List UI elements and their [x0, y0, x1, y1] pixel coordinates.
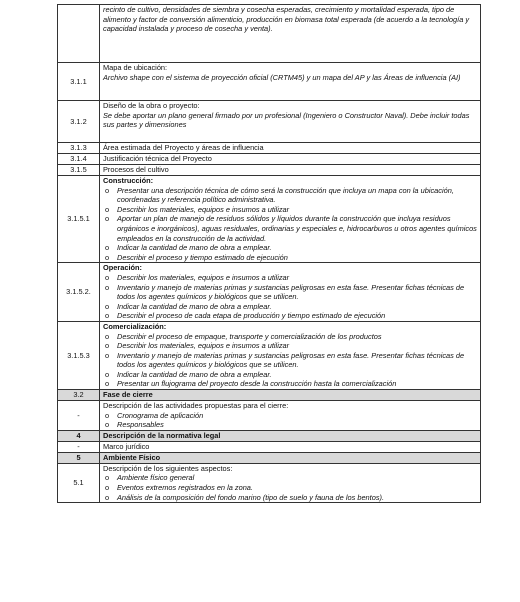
list-item: o Responsables — [105, 420, 164, 430]
row-number: 3.1.3 — [58, 143, 100, 154]
row-text: Se debe aportar un plano general firmado por un profesional (Ingeniero o Constructor Naval). Debe incluir todas sus partes y dimensiones — [103, 110, 470, 130]
section-title: Descripción de la normativa legal — [100, 430, 481, 441]
row-text: Descripción de las actividades propuestas para el cierre: — [103, 401, 289, 411]
row-number: 4 — [58, 430, 100, 441]
list-item: o Cronograma de aplicación — [105, 410, 204, 420]
bullet-list — [103, 411, 477, 430]
list-item: o Describir el proceso y tiempo estimado de ejecución — [105, 252, 288, 262]
table-row — [58, 463, 481, 502]
row-text: Área estimada del Proyecto y áreas de influencia — [100, 143, 481, 154]
table-row — [58, 63, 481, 101]
row-number: 3.1.4 — [58, 154, 100, 165]
row-number: 3.1.5 — [58, 165, 100, 176]
table-row — [58, 154, 481, 165]
row-number: 5.1 — [58, 463, 100, 502]
list-item: o Presentar una descripción técnica de cómo será la construcción que incluya un mapa con la ubicación, coordenadas y referencia político administrativa. — [105, 185, 454, 205]
row-number: 3.1.5.1 — [58, 176, 100, 263]
list-item: o Inventario y manejo de materias primas y sustancias peligrosas en esta fase. Presentar fichas técnicas de todos los agentes químicos y biológicos que se utilicen. — [105, 282, 465, 302]
row-text: Archivo shape con el sistema de proyección oficial (CRTM45) y un mapa del AP y las Áreas de influencia (AI) — [103, 72, 461, 82]
table-row — [58, 321, 481, 389]
table-row — [58, 176, 481, 263]
row-number: - — [58, 441, 100, 452]
table-row-section — [58, 430, 481, 441]
table-row — [58, 401, 481, 431]
row-title: Construcción: — [103, 176, 154, 185]
row-content — [100, 401, 481, 431]
row-number: - — [58, 401, 100, 431]
row-content — [100, 5, 481, 63]
row-title: Operación: — [103, 263, 143, 273]
row-text: Marco jurídico — [100, 441, 481, 452]
row-number: 5 — [58, 452, 100, 463]
bullet-list — [103, 473, 477, 502]
row-number: 3.1.5.3 — [58, 321, 100, 389]
table-row-section — [58, 452, 481, 463]
table-row — [58, 5, 481, 63]
row-text: Procesos del cultivo — [100, 165, 481, 176]
section-title: Fase de cierre — [100, 390, 481, 401]
list-item: o Describir el proceso de empaque, transporte y comercialización de los productos — [105, 331, 382, 341]
requirements-table — [57, 4, 481, 503]
row-number: 3.2 — [58, 390, 100, 401]
list-item: o Describir los materiales, equipos e insumos a utilizar — [105, 341, 290, 351]
row-content — [100, 63, 481, 101]
row-title: Mapa de ubicación: — [103, 63, 168, 72]
table-row — [58, 441, 481, 452]
list-item: o Describir el proceso de cada etapa de producción y tiempo estimado de ejecución — [105, 311, 386, 321]
list-item: o Análisis de la composición del fondo marino (tipo de suelo y fauna de los bentos). — [105, 492, 385, 502]
list-item: o Inventario y manejo de materias primas y sustancias peligrosas en esta fase. Presentar fichas técnicas de todos los agentes químicos y biológicos que se utilicen. — [105, 350, 465, 370]
list-item: o Describir los materiales, equipos e insumos a utilizar — [105, 204, 290, 214]
section-title: Ambiente Físico — [100, 452, 481, 463]
list-item: o Aportar un plan de manejo de residuos sólidos y líquidos durante la construcción que incluya residuos orgánicos e inorgánicos), aguas residuales, ordinarias y especiales e, hidrocarburos u otros agentes químicos empleados en la construcción de la actividad. — [105, 214, 477, 243]
row-title: Comercialización: — [103, 321, 167, 331]
row-content — [100, 263, 481, 322]
list-item: o Indicar la cantidad de mano de obra a emplear. — [105, 243, 272, 253]
table-row — [58, 101, 481, 143]
list-item: o Indicar la cantidad de mano de obra a emplear. — [105, 301, 272, 311]
table-row-section — [58, 390, 481, 401]
bullet-list — [103, 186, 477, 263]
row-content — [100, 101, 481, 143]
list-item: o Describir los materiales, equipos e insumos a utilizar — [105, 272, 290, 282]
list-item: o Indicar la cantidad de mano de obra a emplear. — [105, 369, 272, 379]
row-content — [100, 176, 481, 263]
row-text: Descripción de los siguientes aspectos: — [103, 463, 233, 473]
table-row — [58, 165, 481, 176]
list-item: o Eventos extremos registrados en la zona. — [105, 483, 253, 493]
bullet-list — [103, 332, 477, 390]
row-number: 3.1.2 — [58, 101, 100, 143]
list-item: o Ambiente físico general — [105, 473, 195, 483]
bullet-list — [103, 273, 477, 321]
row-number: 3.1.5.2. — [58, 263, 100, 322]
row-title: Diseño de la obra o proyecto: — [103, 101, 200, 110]
row-text: recinto de cultivo, densidades de siembra y cosecha esperadas, crecimiento y mortalidad esperada, tipo de alimento y factor de conversión alimenticio, producción en biomasa total esperada (de acuerdo a la tecnología y capacidad instalada y proceso de cosecha y venta). — [103, 5, 470, 34]
row-number: 3.1.1 — [58, 63, 100, 101]
row-content — [100, 463, 481, 502]
table-row — [58, 143, 481, 154]
row-number — [58, 5, 100, 63]
row-content — [100, 321, 481, 389]
table-row — [58, 263, 481, 322]
list-item: o Presentar un flujograma del proyecto desde la construcción hasta la comercialización — [105, 379, 397, 389]
row-text: Justificación técnica del Proyecto — [100, 154, 481, 165]
